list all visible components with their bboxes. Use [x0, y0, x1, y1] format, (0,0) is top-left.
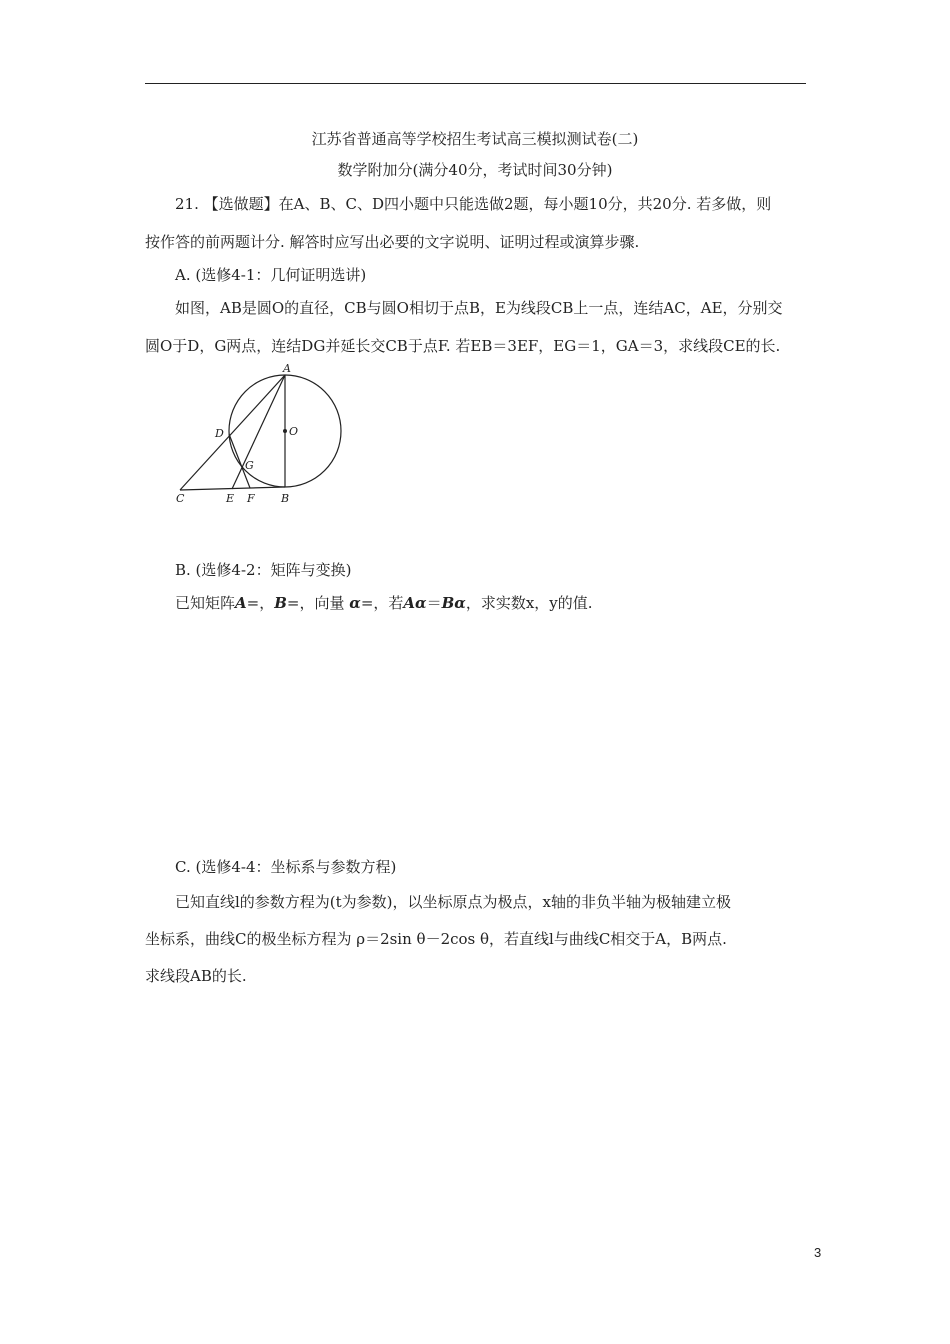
exam-subtitle: 数学附加分(满分40分，考试时间30分钟) [337, 161, 613, 179]
segment-ae [232, 375, 285, 489]
label-b: B [281, 492, 290, 505]
partB-text [175, 593, 593, 613]
q21-intro-line2: 按作答的前两题计分. 解答时应写出必要的文字说明、证明过程或演算步骤. [145, 233, 640, 251]
partC-heading: C. (选修4-4：坐标系与参数方程) [175, 858, 397, 876]
exam-title: 江苏省普通高等学校招生考试高三模拟测试卷(二) [311, 130, 639, 148]
segment-ac [180, 375, 285, 490]
matrix-a: A [235, 594, 247, 612]
partB-text-4: =，若 [360, 594, 404, 612]
label-g: G [245, 459, 254, 472]
vector-alpha: α [349, 594, 361, 612]
label-a: A [283, 362, 291, 375]
geometry-figure [170, 362, 350, 512]
page-number: 3 [814, 1245, 822, 1260]
a-alpha: Aα [403, 594, 427, 612]
label-f: F [247, 492, 255, 505]
label-e: E [226, 492, 235, 505]
b-alpha: Bα [441, 594, 466, 612]
label-c: C [176, 492, 185, 505]
partB-heading: B. (选修4-2：矩阵与变换) [175, 561, 352, 579]
partA-line1: 如图，AB是圆O的直径，CB与圆O相切于点B，E为线段CB上一点，连结AC，AE，分别交 [175, 299, 783, 317]
partA-heading: A. (选修4-1：几何证明选讲) [175, 266, 367, 284]
header-rule [145, 83, 806, 84]
label-o: O [289, 425, 299, 438]
partB-text-3: =，向量 [286, 594, 345, 612]
partB-text-6: ，求实数x，y的值. [465, 594, 593, 612]
partA-line2: 圆O于D，G两点，连结DG并延长交CB于点F. 若EB＝3EF，EG＝1，GA＝3，求线段CE的长. [145, 337, 781, 355]
label-d: D [215, 427, 224, 440]
matrix-b: B [274, 594, 287, 612]
q21-intro-line1: 21. 【选做题】在A、B、C、D四小题中只能选做2题，每小题10分，共20分. 若多做，则 [175, 195, 772, 213]
partB-text-1: 已知矩阵 [175, 594, 236, 612]
center-point-o [283, 429, 287, 433]
partB-text-5: ＝ [426, 594, 442, 612]
partC-line3: 求线段AB的长. [145, 967, 247, 985]
partB-text-2: =， [246, 594, 275, 612]
partC-line1: 已知直线l的参数方程为(t为参数)，以坐标原点为极点，x轴的非负半轴为极轴建立极 [175, 893, 731, 911]
partC-line2: 坐标系，曲线C的极坐标方程为 ρ＝2sin θ－2cos θ，若直线l与曲线C相交于A，B两点. [145, 930, 727, 948]
